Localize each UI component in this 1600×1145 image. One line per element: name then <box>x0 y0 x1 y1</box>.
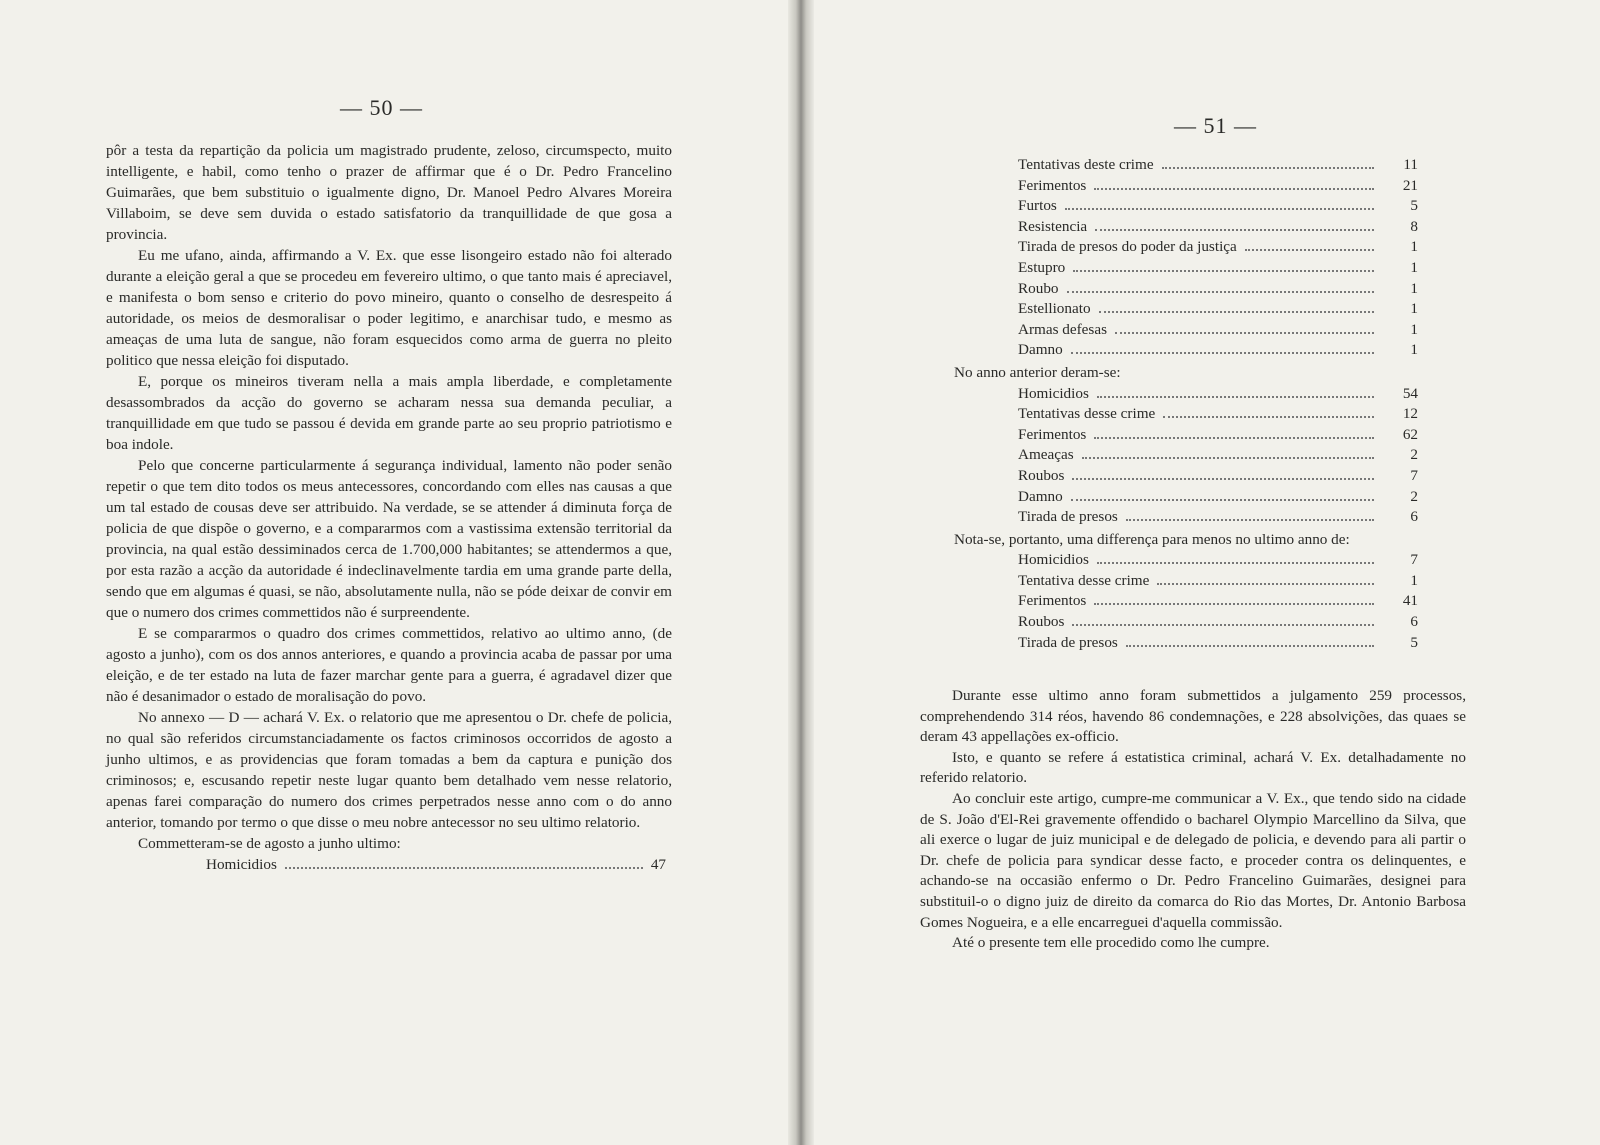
stat-row <box>1018 591 1418 612</box>
stat-row <box>1018 340 1418 361</box>
stat-label: Roubos <box>1018 466 1065 484</box>
book-gutter <box>788 0 814 1145</box>
stat-row <box>1018 279 1418 300</box>
dot-leader <box>1065 208 1374 210</box>
left-paragraph-3: E, porque os mineiros tiveram nella a mais ampla liberdade, e completamente desassombrados da acção do governo se acharam nessa sua demanda peculiar, a tranquillidade em que tudo se passou é devida em grande parte ao seu proprio patriotismo e boa indole. <box>106 373 672 453</box>
dot-leader <box>1163 416 1374 418</box>
stat-row <box>1018 217 1418 238</box>
stat-label: Ameaças <box>1018 446 1074 464</box>
stat-value: 5 <box>1410 633 1418 651</box>
stat-row <box>1018 176 1418 197</box>
stat-label: Tentativas desse crime <box>1018 405 1156 423</box>
stat-value: 6 <box>1410 613 1418 631</box>
stat-row <box>1018 633 1418 654</box>
homicidios-label: Homicidios <box>206 856 277 873</box>
stat-label: Tirada de presos <box>1018 633 1118 651</box>
stat-label: Ferimentos <box>1018 176 1087 194</box>
dot-leader <box>1097 562 1374 564</box>
dot-leader <box>1157 583 1374 585</box>
stat-value: 1 <box>1410 238 1418 256</box>
dot-leader <box>285 867 643 869</box>
stat-label: Armas defesas <box>1018 320 1107 338</box>
stat-label: Homicidios <box>1018 551 1089 569</box>
dot-leader <box>1071 499 1374 501</box>
left-paragraph-7: Commetteram-se de agosto a junho ultimo: <box>138 835 401 852</box>
stat-value: 6 <box>1410 508 1418 526</box>
homicidios-value: 47 <box>650 856 666 873</box>
stat-value: 1 <box>1410 341 1418 359</box>
stat-value: 1 <box>1410 320 1418 338</box>
stat-value: 12 <box>1402 405 1418 423</box>
dot-leader <box>1094 603 1374 605</box>
stat-row <box>1018 550 1418 571</box>
left-paragraph-6: No annexo — D — achará V. Ex. o relatorio que me apresentou o Dr. chefe de policia, no qual são referidos circumstanciadamente os factos criminosos occorridos de agosto a junho ultimos, e as providencias que foram tomadas a bem da captura e punição dos criminosos; e, escusando repetir neste lugar quanto bem detalhado vem nesse relatorio, apenas farei comparação do numero dos crimes perpetrados nesse anno com o do anno anterior, tomando por termo o que disse o meu nobre antecessor no seu ultimo relatorio. <box>106 709 672 831</box>
stat-value: 1 <box>1410 258 1418 276</box>
stat-row <box>1018 299 1418 320</box>
stat-label: Tirada de presos <box>1018 508 1118 526</box>
stat-label: Tirada de presos do poder da justiça <box>1018 238 1237 256</box>
stat-value: 62 <box>1402 425 1418 443</box>
difference-list <box>954 550 1454 653</box>
previous-year-heading: No anno anterior deram-se: <box>954 363 1121 381</box>
dot-leader <box>1094 188 1374 190</box>
left-paragraph-1: pôr a testa da repartição da policia um magistrado prudente, zeloso, circumspecto, muito intelligente, e habil, como tenho o prazer de affirmar que é o Dr. Pedro Francelino Guimarães, que bem substituio o igualmente digno, Dr. Manoel Pedro Alvares Moreira Villaboim, se deve sem duvida o estado satisfatorio da tranquillidade de que gosa a provincia. <box>106 142 672 243</box>
stat-row <box>1018 507 1418 528</box>
stat-value: 1 <box>1410 571 1418 589</box>
dot-leader <box>1126 519 1374 521</box>
right-paragraph-1: Durante esse ultimo anno foram submettidos a julgamento 259 processos, comprehendendo 314 réos, havendo 86 condemnações, e 228 absolvições, das quaes se deram 43 appellações ex-officio. <box>920 687 1466 746</box>
dot-leader <box>1073 270 1374 272</box>
dot-leader <box>1126 645 1374 647</box>
stat-row <box>1018 384 1418 405</box>
stat-value: 11 <box>1403 156 1418 173</box>
stat-value: 8 <box>1410 217 1418 235</box>
right-paragraph-2: Isto, e quanto se refere á estatistica criminal, achará V. Ex. detalhadamente no referido relatorio. <box>920 748 1466 787</box>
right-page <box>814 0 1600 1145</box>
stat-value: 7 <box>1410 466 1418 484</box>
stat-label: Roubo <box>1018 279 1059 297</box>
stat-label: Tentativas deste crime <box>1018 156 1154 173</box>
stat-row <box>1018 487 1418 508</box>
stat-value: 2 <box>1410 487 1418 505</box>
stat-row <box>1018 155 1418 176</box>
stat-value: 7 <box>1410 551 1418 569</box>
stat-value: 2 <box>1410 446 1418 464</box>
stat-value: 54 <box>1402 384 1418 402</box>
dot-leader <box>1072 478 1374 480</box>
left-paragraph-4: Pelo que concerne particularmente á segurança individual, lamento não poder senão repetir o que tem dito todos os meus antecessores, concordando com elles nas causas a que um tal estado de cousas deve ser attribuido. Na verdade, se se attender á diminuta força de policia de que dispõe o governo, e a compararmos com a vastissima extensão territorial da provincia, na qual estão dessiminados cerca de 1.700,000 habitantes; se attendermos a que, por esta razão a acção da autoridade é indeclinavelmente tardia em uma grande parte della, sendo que em algumas é quasi, se não, absolutamente nulla, não se póde deixar de convir em que o numero dos crimes commettidos não é surpreendente. <box>106 457 672 621</box>
dot-leader <box>1115 332 1374 334</box>
right-page-body <box>920 686 1466 954</box>
dot-leader <box>1245 249 1374 251</box>
previous-crime-list <box>954 384 1454 528</box>
stat-label: Estupro <box>1018 258 1066 276</box>
stat-row <box>1018 425 1418 446</box>
stat-row <box>1018 571 1418 592</box>
stat-label: Tentativa desse crime <box>1018 571 1150 589</box>
left-paragraph-2: Eu me ufano, ainda, affirmando a V. Ex. que esse lisongeiro estado não foi alterado durante a eleição geral a que se procedeu em fevereiro ultimo, o que tanto mais é apreciavel, e manifesta o bom senso e criterio do povo mineiro, quanto o conselho de desrespeito á autoridade, os meios de desmoralisar o poder legitimo, e anarchisar tudo, e mesmo as ameaças de uma luta de sangue, não foram esquecidos como arma de guerra no pleito politico que nessa eleição foi disputado. <box>106 247 672 369</box>
dot-leader <box>1099 311 1374 313</box>
stat-value: 1 <box>1410 300 1418 318</box>
crime-statistics <box>954 155 1454 653</box>
stat-value: 21 <box>1402 176 1418 194</box>
dot-leader <box>1097 396 1374 398</box>
dot-leader <box>1071 352 1374 354</box>
stat-label: Damno <box>1018 487 1063 505</box>
stat-label: Homicidios <box>1018 384 1089 402</box>
current-crime-list <box>954 155 1454 361</box>
difference-heading: Nota-se, portanto, uma differença para menos no ultimo anno de: <box>954 530 1350 548</box>
stat-value: 5 <box>1410 197 1418 215</box>
dot-leader <box>1072 624 1374 626</box>
homicidios-row <box>206 854 666 875</box>
stat-label: Ferimentos <box>1018 592 1087 610</box>
stat-label: Roubos <box>1018 613 1065 631</box>
left-page-body <box>106 140 672 875</box>
right-paragraph-4: Até o presente tem elle procedido como lhe cumpre. <box>952 934 1270 952</box>
page-number-right: — 51 — <box>1174 113 1257 138</box>
stat-row <box>1018 320 1418 341</box>
dot-leader <box>1094 437 1374 439</box>
page-number-left: — 50 — <box>340 95 423 120</box>
stat-label: Ferimentos <box>1018 425 1087 443</box>
stat-row <box>1018 612 1418 633</box>
stat-label: Estellionato <box>1018 300 1091 318</box>
dot-leader <box>1082 457 1374 459</box>
stat-label: Furtos <box>1018 197 1057 215</box>
dot-leader <box>1067 291 1374 293</box>
stat-row <box>1018 466 1418 487</box>
stat-label: Resistencia <box>1018 217 1088 235</box>
stat-row <box>1018 237 1418 258</box>
stat-row <box>1018 196 1418 217</box>
left-page <box>0 0 788 1145</box>
stat-row <box>1018 404 1418 425</box>
right-paragraph-3: Ao concluir este artigo, cumpre-me communicar a V. Ex., que tendo sido na cidade de S. João d'El-Rei gravemente offendido o bacharel Olympio Marcellino da Silva, que ali exerce o lugar de juiz municipal e de delegado de policia, e devendo para ali partir o Dr. chefe de policia para syndicar desse facto, e proceder contra os delinquentes, e achando-se na occasião enfermo o Dr. Pedro Francelino Guimarães, designei para substituil-o o digno juiz de direito da comarca do Rio das Mortes, Dr. Antonio Barbosa Gomes Nogueira, e a elle encarreguei d'aquella commissão. <box>920 789 1466 931</box>
stat-label: Damno <box>1018 341 1063 359</box>
dot-leader <box>1095 229 1374 231</box>
stat-value: 41 <box>1402 592 1418 610</box>
stat-row <box>1018 445 1418 466</box>
dot-leader <box>1162 167 1374 169</box>
left-paragraph-5: E se compararmos o quadro dos crimes commettidos, relativo ao ultimo anno, (de agosto a junho), com os dos annos anteriores, e quando a provincia acaba de passar por uma eleição, e de ter estado na luta de fazer marchar gente para a guerra, é agradavel dizer que não é desanimador o estado de moralisação do povo. <box>106 625 672 705</box>
stat-value: 1 <box>1410 279 1418 297</box>
stat-row <box>1018 258 1418 279</box>
